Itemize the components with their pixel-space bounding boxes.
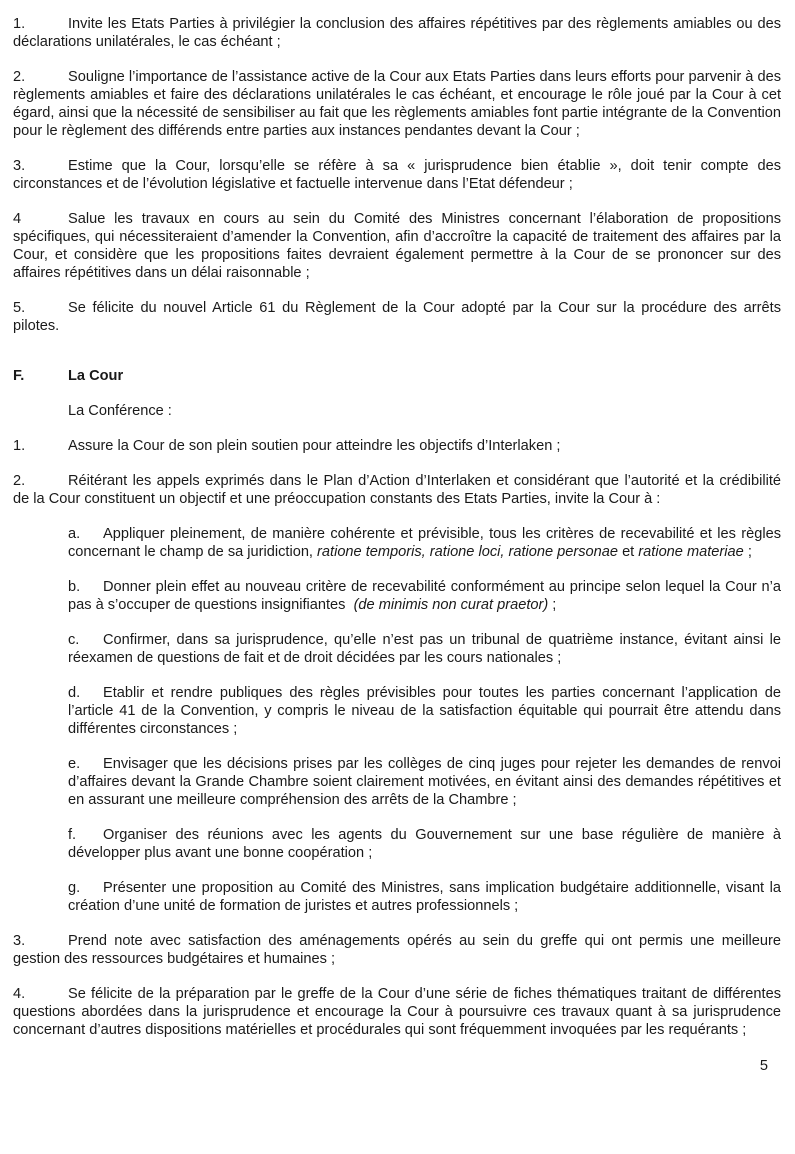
- section-f-heading: [13, 367, 781, 385]
- subitem-g: [68, 879, 781, 915]
- conference-intro-text: La Conférence :: [68, 403, 172, 419]
- paragraph-3: [13, 157, 781, 193]
- paragraph-2-number: 2.: [13, 69, 26, 85]
- subitem-a-text-2: et: [618, 544, 639, 560]
- paragraph-1-text: Invite les Etats Parties à privilégier la conclusion des affaires répétitives par des règlements amiables ou des déclarations unilatérales, le cas échéant ;: [13, 16, 781, 50]
- subitem-d: [68, 684, 781, 738]
- section-f-paragraph-2-number: 2.: [13, 473, 26, 489]
- section-f-paragraph-1-text: Assure la Cour de son plein soutien pour atteindre les objectifs d’Interlaken ;: [68, 438, 561, 454]
- section-f-paragraph-2-text: Réitérant les appels exprimés dans le Plan d’Action d’Interlaken et considérant que l’autorité et la crédibilité de la Cour constituent un objectif et une préoccupation constants des Etats Parties, invite la Cour à :: [13, 473, 781, 507]
- subitem-a-latin-1: ratione temporis, ratione loci, ratione personae: [317, 544, 619, 560]
- subitem-b-text: Donner plein effet au nouveau critère de recevabilité conformément au principe selon lequel la Cour n’a pas à s’occuper de questions insignifiantes: [68, 579, 781, 613]
- subitem-f-text: Organiser des réunions avec les agents du Gouvernement sur une base régulière de manière à développer plus avant une bonne coopération ;: [68, 827, 781, 861]
- subitem-b-latin: (de minimis non curat praetor): [353, 597, 549, 613]
- subitem-b-letter: b.: [68, 579, 81, 595]
- section-f-title: La Cour: [68, 368, 124, 384]
- paragraph-4-text: Salue les travaux en cours au sein du Comité des Ministres concernant l’élaboration de propositions spécifiques, qui nécessiteraient d’amender la Convention, afin d’accroître la capacité de traitement des affaires par la Cour, et considère que les propositions faites devraient également permettre à la Cour de se prononcer sur des affaires répétitives dans un délai raisonnable ;: [13, 211, 781, 281]
- subitem-f-letter: f.: [68, 827, 77, 843]
- subitem-d-text: Etablir et rendre publiques des règles prévisibles pour toutes les parties concernant l’application de l’article 41 de la Convention, y compris le niveau de la satisfaction équitable qui pourrait être attendu dans différentes circonstances ;: [68, 685, 781, 737]
- subitem-c: [68, 631, 781, 667]
- subitem-a-latin-2: ratione materiae: [638, 544, 744, 560]
- subitem-a-letter: a.: [68, 526, 81, 542]
- subitem-c-letter: c.: [68, 632, 80, 648]
- section-f-paragraph-3: [13, 932, 781, 968]
- section-f-paragraph-3-number: 3.: [13, 933, 26, 949]
- paragraph-4: [13, 210, 781, 282]
- paragraph-1-number: 1.: [13, 16, 26, 32]
- paragraph-1: [13, 15, 781, 51]
- section-f-letter: F.: [13, 368, 25, 384]
- subitem-a-text: Appliquer pleinement, de manière cohérente et prévisible, tous les critères de recevabilité et les règles concernant le champ de sa juridiction,: [68, 526, 781, 560]
- subitem-g-letter: g.: [68, 880, 81, 896]
- section-f-paragraph-4-number: 4.: [13, 986, 26, 1002]
- subitem-d-letter: d.: [68, 685, 81, 701]
- conference-intro: [68, 402, 781, 420]
- section-f-paragraph-4-text: Se félicite de la préparation par le greffe de la Cour d’une série de fiches thématiques traitant de différentes questions abordées dans la jurisprudence et encourage la Cour à poursuivre ces travaux quant à sa jurisprudence concernant d’autres dispositions matérielles et procédurales qui sont fréquemment invoquées par les requérants ;: [13, 986, 781, 1038]
- page-number: [13, 1057, 781, 1075]
- section-f-paragraph-3-text: Prend note avec satisfaction des aménagements opérés au sein du greffe qui ont permis une meilleure gestion des ressources budgétaires et humaines ;: [13, 933, 781, 967]
- section-f-paragraph-4: [13, 985, 781, 1039]
- paragraph-2-text: Souligne l’importance de l’assistance active de la Cour aux Etats Parties dans leurs efforts pour parvenir à des règlements amiables et faire des déclarations unilatérales le cas échéant, et encourage le rôle joué par la Cour à cet égard, ainsi que la nécessité de sensibiliser au fait que les règlements amiables font partie intégrante de la Convention pour le règlement des différends entre parties aux instances pendantes devant la Cour ;: [13, 69, 781, 139]
- paragraph-3-number: 3.: [13, 158, 26, 174]
- paragraph-5-number: 5.: [13, 300, 26, 316]
- subitem-f: [68, 826, 781, 862]
- paragraph-4-number: 4: [13, 211, 22, 227]
- subitem-a: [68, 525, 781, 561]
- subitem-e: [68, 755, 781, 809]
- section-f-paragraph-2: [13, 472, 781, 508]
- page-number-text: 5: [759, 1058, 768, 1074]
- paragraph-2: [13, 68, 781, 140]
- paragraph-5: [13, 299, 781, 335]
- subitem-b-text-2: ;: [548, 597, 557, 613]
- subitem-a-text-3: ;: [743, 544, 752, 560]
- subitem-g-text: Présenter une proposition au Comité des Ministres, sans implication budgétaire additionnelle, visant la création d’une unité de formation de juristes et autres professionnels ;: [68, 880, 781, 914]
- subitem-c-text: Confirmer, dans sa jurisprudence, qu’elle n’est pas un tribunal de quatrième instance, évitant ainsi le réexamen de questions de fait et de droit décidées par les cours nationales ;: [68, 632, 781, 666]
- section-f-paragraph-1: [13, 437, 781, 455]
- section-f-paragraph-1-number: 1.: [13, 438, 26, 454]
- subitem-e-letter: e.: [68, 756, 81, 772]
- subitem-e-text: Envisager que les décisions prises par les collèges de cinq juges pour rejeter les demandes de renvoi d’affaires devant la Grande Chambre soient clairement motivées, en évitant ainsi des demandes répétitives et en assurant une meilleure compréhension des arrêts de la Chambre ;: [68, 756, 781, 808]
- paragraph-5-text: Se félicite du nouvel Article 61 du Règlement de la Cour adopté par la Cour sur la procédure des arrêts pilotes.: [13, 300, 781, 334]
- paragraph-3-text: Estime que la Cour, lorsqu’elle se réfère à sa « jurisprudence bien établie », doit tenir compte des circonstances et de l’évolution législative et factuelle intervenue dans l’Etat défendeur ;: [13, 158, 781, 192]
- subitem-b: [68, 578, 781, 614]
